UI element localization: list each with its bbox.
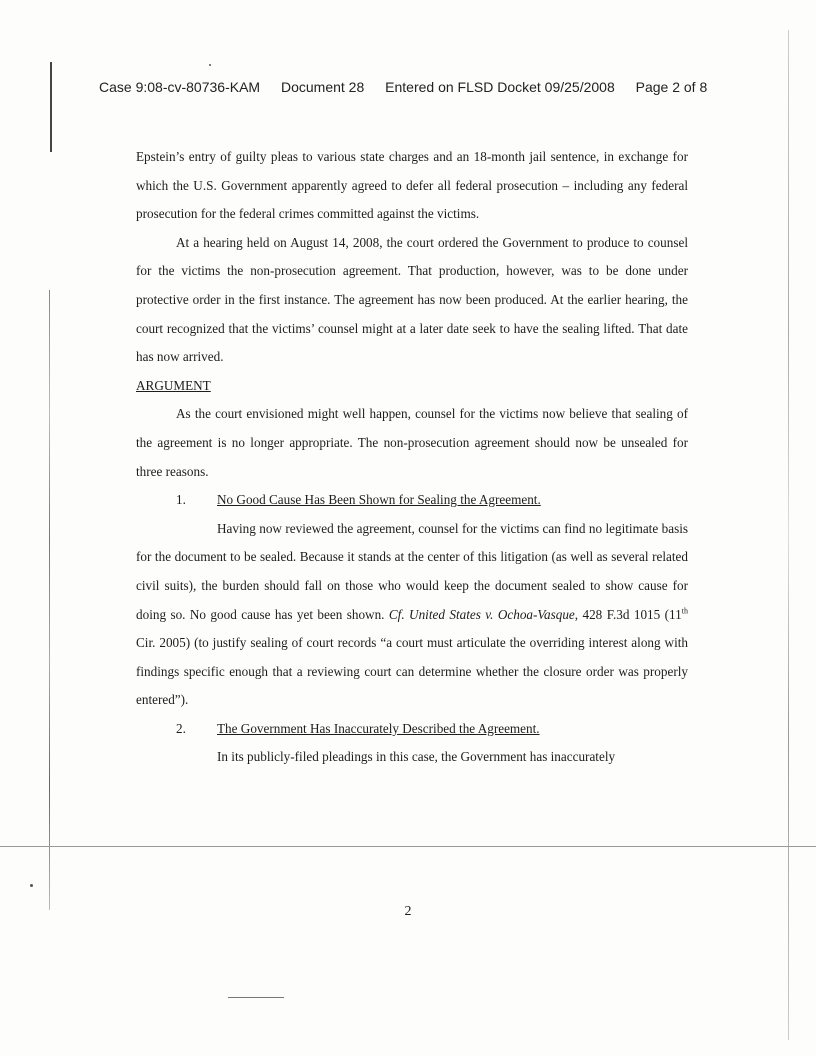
paragraph-text: Having now reviewed the agreement, counsel for the victims can find no legitimate basis for the document to be sealed. Because it stands at the center of this litigation (as well as several related civil suits), the burden should fall on those who would keep the document sealed to show cause for doing so. No good cause has yet been shown. [136, 520, 688, 622]
subsection-number: 1. [176, 492, 186, 508]
document-number: Document 28 [280, 79, 365, 95]
docket-header [99, 79, 739, 95]
case-citation: Cf. United States v. Ochoa-Vasque [388, 606, 575, 622]
case-number: Case 9:08-cv-80736-KAM [99, 79, 261, 95]
scan-artifact-left-line [49, 290, 50, 910]
subsection-heading-1 [136, 486, 688, 515]
scan-artifact-left-bar [50, 62, 52, 152]
scan-artifact-dot [30, 884, 33, 887]
scan-artifact-horizontal-rule [0, 846, 816, 847]
scan-artifact-dash [228, 997, 284, 998]
docket-entry: Entered on FLSD Docket 09/25/2008 [385, 79, 615, 95]
paragraph-text: , 428 F.3d 1015 (11 [574, 606, 682, 622]
scan-artifact-dot [209, 64, 211, 66]
scan-artifact-right-line [788, 30, 789, 1040]
document-body [136, 143, 688, 772]
paragraph-argument-intro: As the court envisioned might well happen, counsel for the victims now believe that sealing of the agreement is no longer appropriate. The non-prosecution agreement should now be unsealed for three reasons. [136, 406, 688, 479]
subsection-title: The Government Has Inaccurately Described the Agreement. [217, 720, 540, 736]
paragraph-hearing: At a hearing held on August 14, 2008, the court ordered the Government to produce to counsel for the victims the non-prosecution agreement. That production, however, was to be done under protective order in the first instance. The agreement has now been produced. At the earlier hearing, the court recognized that the victims’ counsel might at a later date seek to have the sealing lifted. That date has now arrived. [136, 234, 688, 365]
page-number: 2 [404, 904, 412, 919]
paragraph-continuation: Epstein’s entry of guilty pleas to various state charges and an 18-month jail sentence, in exchange for which the U.S. Government apparently agreed to defer all federal prosecution – including any federal prosecution for the federal crimes committed against the victims. [136, 149, 688, 222]
subsection-title: No Good Cause Has Been Shown for Sealing the Agreement. [217, 492, 541, 508]
paragraph-good-cause [136, 515, 688, 715]
subsection-heading-2 [136, 715, 688, 744]
page-count: Page 2 of 8 [635, 79, 708, 95]
section-heading-argument: ARGUMENT [136, 377, 211, 393]
paragraph-government: In its publicly-filed pleadings in this case, the Government has inaccurately [217, 749, 616, 765]
paragraph-text: Cir. 2005) (to justify sealing of court records “a court must articulate the overriding interest along with findings specific enough that a reviewing court can determine whether the closure order was properly entered”). [136, 635, 688, 708]
ordinal-superscript: th [681, 606, 688, 616]
subsection-number: 2. [176, 720, 186, 736]
